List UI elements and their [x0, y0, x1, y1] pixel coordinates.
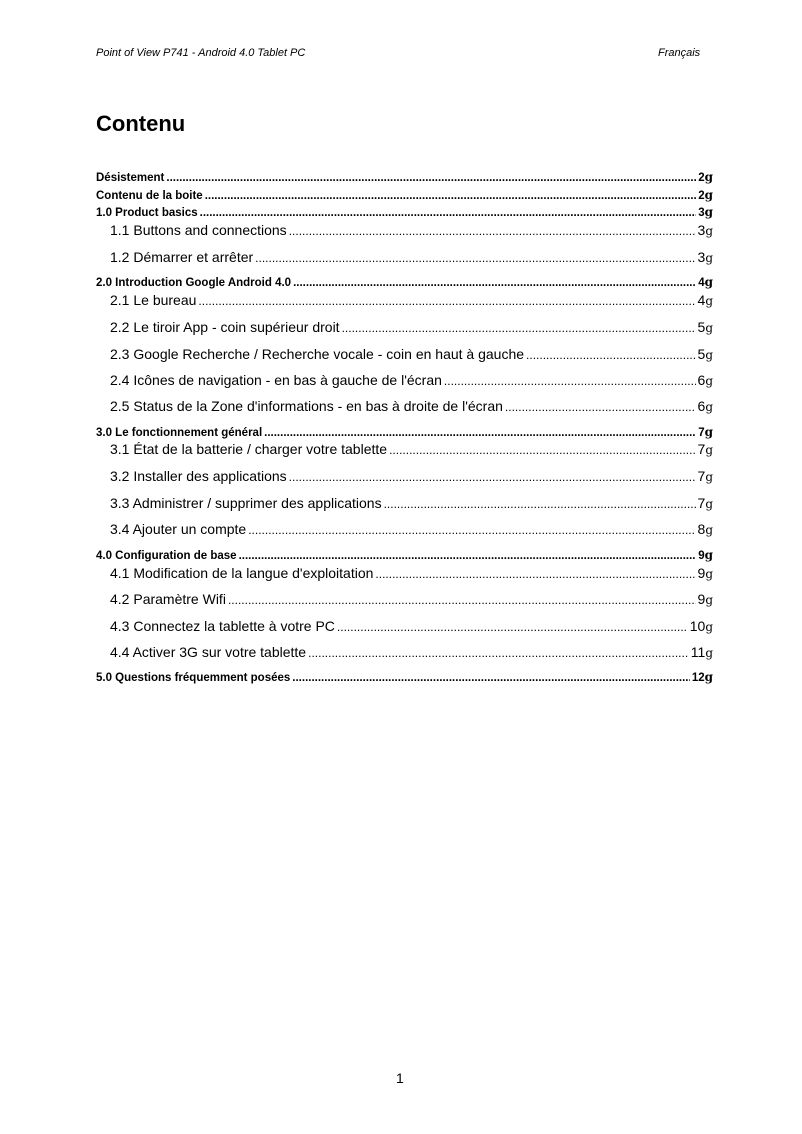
page-suffix-glyph: g — [704, 548, 713, 562]
toc-page-number — [698, 292, 713, 308]
toc-page-number — [698, 398, 713, 414]
page-suffix-glyph: g — [705, 497, 713, 511]
toc-subsection-link[interactable] — [96, 495, 713, 511]
toc-page-number — [698, 425, 713, 439]
page-suffix-glyph: g — [705, 470, 713, 484]
page-number-value: 10 — [689, 618, 706, 634]
toc-page-number — [692, 670, 713, 684]
toc-section-link[interactable] — [96, 205, 713, 219]
toc-entry-label: 2.3 Google Recherche / Recherche vocale - coin en haut à gauche — [110, 346, 525, 362]
page-number-value: 12 — [691, 672, 705, 684]
toc-page-number — [690, 618, 713, 634]
toc-page-number — [698, 591, 713, 607]
toc-subsection-link[interactable] — [96, 441, 713, 457]
toc-entry-label: Désistement — [96, 172, 165, 184]
toc-subsection-link[interactable] — [96, 468, 713, 484]
toc-subsection-link[interactable] — [96, 372, 713, 388]
toc-subsection-link[interactable] — [96, 521, 713, 537]
dot-leader — [200, 207, 697, 219]
language-label: Français — [658, 47, 701, 59]
page-number-value: 3 — [697, 222, 706, 238]
dot-leader — [289, 224, 696, 238]
toc-subsection-link[interactable] — [96, 222, 713, 238]
page-suffix-glyph: g — [705, 443, 713, 457]
toc-entry-label: 4.0 Configuration de base — [96, 550, 237, 562]
dot-leader — [505, 400, 696, 414]
page-suffix-glyph: g — [705, 224, 713, 238]
toc-entry-label: 1.1 Buttons and connections — [110, 222, 287, 238]
toc-section-link[interactable] — [96, 425, 713, 439]
dot-leader — [205, 190, 697, 202]
toc-subsection-link[interactable] — [96, 618, 713, 634]
toc-entry-label: 2.1 Le bureau — [110, 292, 197, 308]
dot-leader — [337, 620, 688, 634]
toc-section-link[interactable] — [96, 670, 713, 684]
toc-page-number — [698, 205, 713, 219]
page-suffix-glyph: g — [704, 425, 713, 439]
toc-section-link[interactable] — [96, 170, 713, 184]
dot-leader — [526, 348, 695, 362]
toc-page-number — [698, 441, 713, 457]
toc-entry-label: 1.0 Product basics — [96, 207, 198, 219]
page-number-value: 6 — [697, 372, 706, 388]
dot-leader — [384, 497, 696, 511]
dot-leader — [239, 550, 697, 562]
toc-entry-label: 3.3 Administrer / supprimer des applications — [110, 495, 382, 511]
dot-leader — [166, 172, 696, 184]
toc-page-number — [698, 319, 713, 335]
page-number-value: 4 — [697, 292, 706, 308]
dot-leader — [444, 374, 696, 388]
dot-leader — [255, 251, 695, 265]
toc-page-number — [698, 188, 713, 202]
toc-page-number — [698, 372, 713, 388]
page-suffix-glyph: g — [705, 294, 713, 308]
toc-subsection-link[interactable] — [96, 346, 713, 362]
toc-entry-label: 4.3 Connectez la tablette à votre PC — [110, 618, 335, 634]
toc-page-number — [698, 170, 713, 184]
toc-page-number — [698, 222, 713, 238]
page-number-value: 7 — [697, 468, 706, 484]
toc-entry-label: 2.2 Le tiroir App - coin supérieur droit — [110, 319, 340, 335]
toc-page-number — [691, 644, 713, 660]
page-number-value: 8 — [697, 521, 706, 537]
toc-section-link[interactable] — [96, 188, 713, 202]
page-suffix-glyph: g — [705, 593, 713, 607]
document-title-header: Point of View P741 - Android 4.0 Tablet PC — [96, 47, 306, 59]
dot-leader — [264, 427, 696, 439]
page-suffix-glyph: g — [705, 646, 713, 660]
dot-leader — [342, 321, 696, 335]
dot-leader — [289, 470, 696, 484]
page-suffix-glyph: g — [705, 374, 713, 388]
page-suffix-glyph: g — [704, 670, 713, 684]
page-number-value: 2 — [698, 190, 705, 202]
toc-subsection-link[interactable] — [96, 398, 713, 414]
page-number-value: 9 — [697, 565, 706, 581]
toc-entry-label: 4.2 Paramètre Wifi — [110, 591, 226, 607]
page-number-value: 3 — [698, 207, 705, 219]
toc-entry-label: 5.0 Questions fréquemment posées — [96, 672, 291, 684]
toc-entry-label: 2.4 Icônes de navigation - en bas à gauche de l'écran — [110, 372, 442, 388]
toc-section-link[interactable] — [96, 275, 713, 289]
page-suffix-glyph: g — [705, 251, 713, 265]
toc-entry-label: Contenu de la boite — [96, 190, 203, 202]
toc-entry-label: 3.2 Installer des applications — [110, 468, 287, 484]
page-number-value: 11 — [690, 644, 706, 660]
toc-entry-label: 3.1 État de la batterie / charger votre tablette — [110, 441, 388, 457]
dot-leader — [228, 593, 696, 607]
toc-page-number — [698, 346, 713, 362]
page-suffix-glyph: g — [704, 188, 713, 202]
toc-page-number — [698, 565, 713, 581]
page-number-value: 3 — [697, 249, 706, 265]
toc-entry-label: 3.4 Ajouter un compte — [110, 521, 247, 537]
page-number-value: 7 — [697, 495, 706, 511]
page-suffix-glyph: g — [705, 523, 713, 537]
page-number-value: 7 — [697, 441, 706, 457]
toc-subsection-link[interactable] — [96, 644, 713, 660]
page-number: 1 — [396, 1070, 404, 1086]
toc-subsection-link[interactable] — [96, 591, 713, 607]
toc-entry-label: 3.0 Le fonctionnement général — [96, 427, 263, 439]
toc-entry-label: 2.5 Status de la Zone d'informations - en bas à droite de l'écran — [110, 398, 503, 414]
page-suffix-glyph: g — [704, 275, 713, 289]
dot-leader — [308, 646, 689, 660]
page-number-value: 9 — [697, 591, 706, 607]
toc-page-number — [698, 495, 713, 511]
dot-leader — [248, 523, 695, 537]
dot-leader — [292, 672, 690, 684]
toc-subsection-link[interactable] — [96, 292, 713, 308]
toc-page-number — [698, 521, 713, 537]
toc-subsection-link[interactable] — [96, 319, 713, 335]
page-suffix-glyph: g — [705, 321, 713, 335]
page-number-value: 6 — [697, 398, 706, 414]
toc-entry-label: 1.2 Démarrer et arrêter — [110, 249, 254, 265]
toc-page-number — [698, 468, 713, 484]
page-suffix-glyph: g — [705, 620, 713, 634]
toc-subsection-link[interactable] — [96, 565, 713, 581]
toc-entry-label: 4.1 Modification de la langue d'exploitation — [110, 565, 374, 581]
dot-leader — [293, 277, 696, 289]
toc-page-number — [698, 548, 713, 562]
toc-entry-label: 2.0 Introduction Google Android 4.0 — [96, 277, 292, 289]
toc-section-link[interactable] — [96, 548, 713, 562]
dot-leader — [198, 294, 695, 308]
page-title: Contenu — [96, 111, 186, 136]
page-number-value: 5 — [697, 319, 706, 335]
page-suffix-glyph: g — [705, 400, 713, 414]
page-number-value: 4 — [698, 277, 705, 289]
page-suffix-glyph: g — [705, 567, 713, 581]
toc-entry-label: 4.4 Activer 3G sur votre tablette — [110, 644, 307, 660]
toc-page-number — [698, 249, 713, 265]
page-number-value: 9 — [698, 550, 705, 562]
page-number-value: 2 — [698, 172, 705, 184]
toc-page-number — [698, 275, 713, 289]
page-suffix-glyph: g — [704, 170, 713, 184]
page-suffix-glyph: g — [704, 205, 713, 219]
dot-leader — [389, 443, 695, 457]
toc-subsection-link[interactable] — [96, 249, 713, 265]
page-number-value: 5 — [697, 346, 706, 362]
page-suffix-glyph: g — [705, 348, 713, 362]
page-number-value: 7 — [698, 427, 705, 439]
dot-leader — [375, 567, 695, 581]
